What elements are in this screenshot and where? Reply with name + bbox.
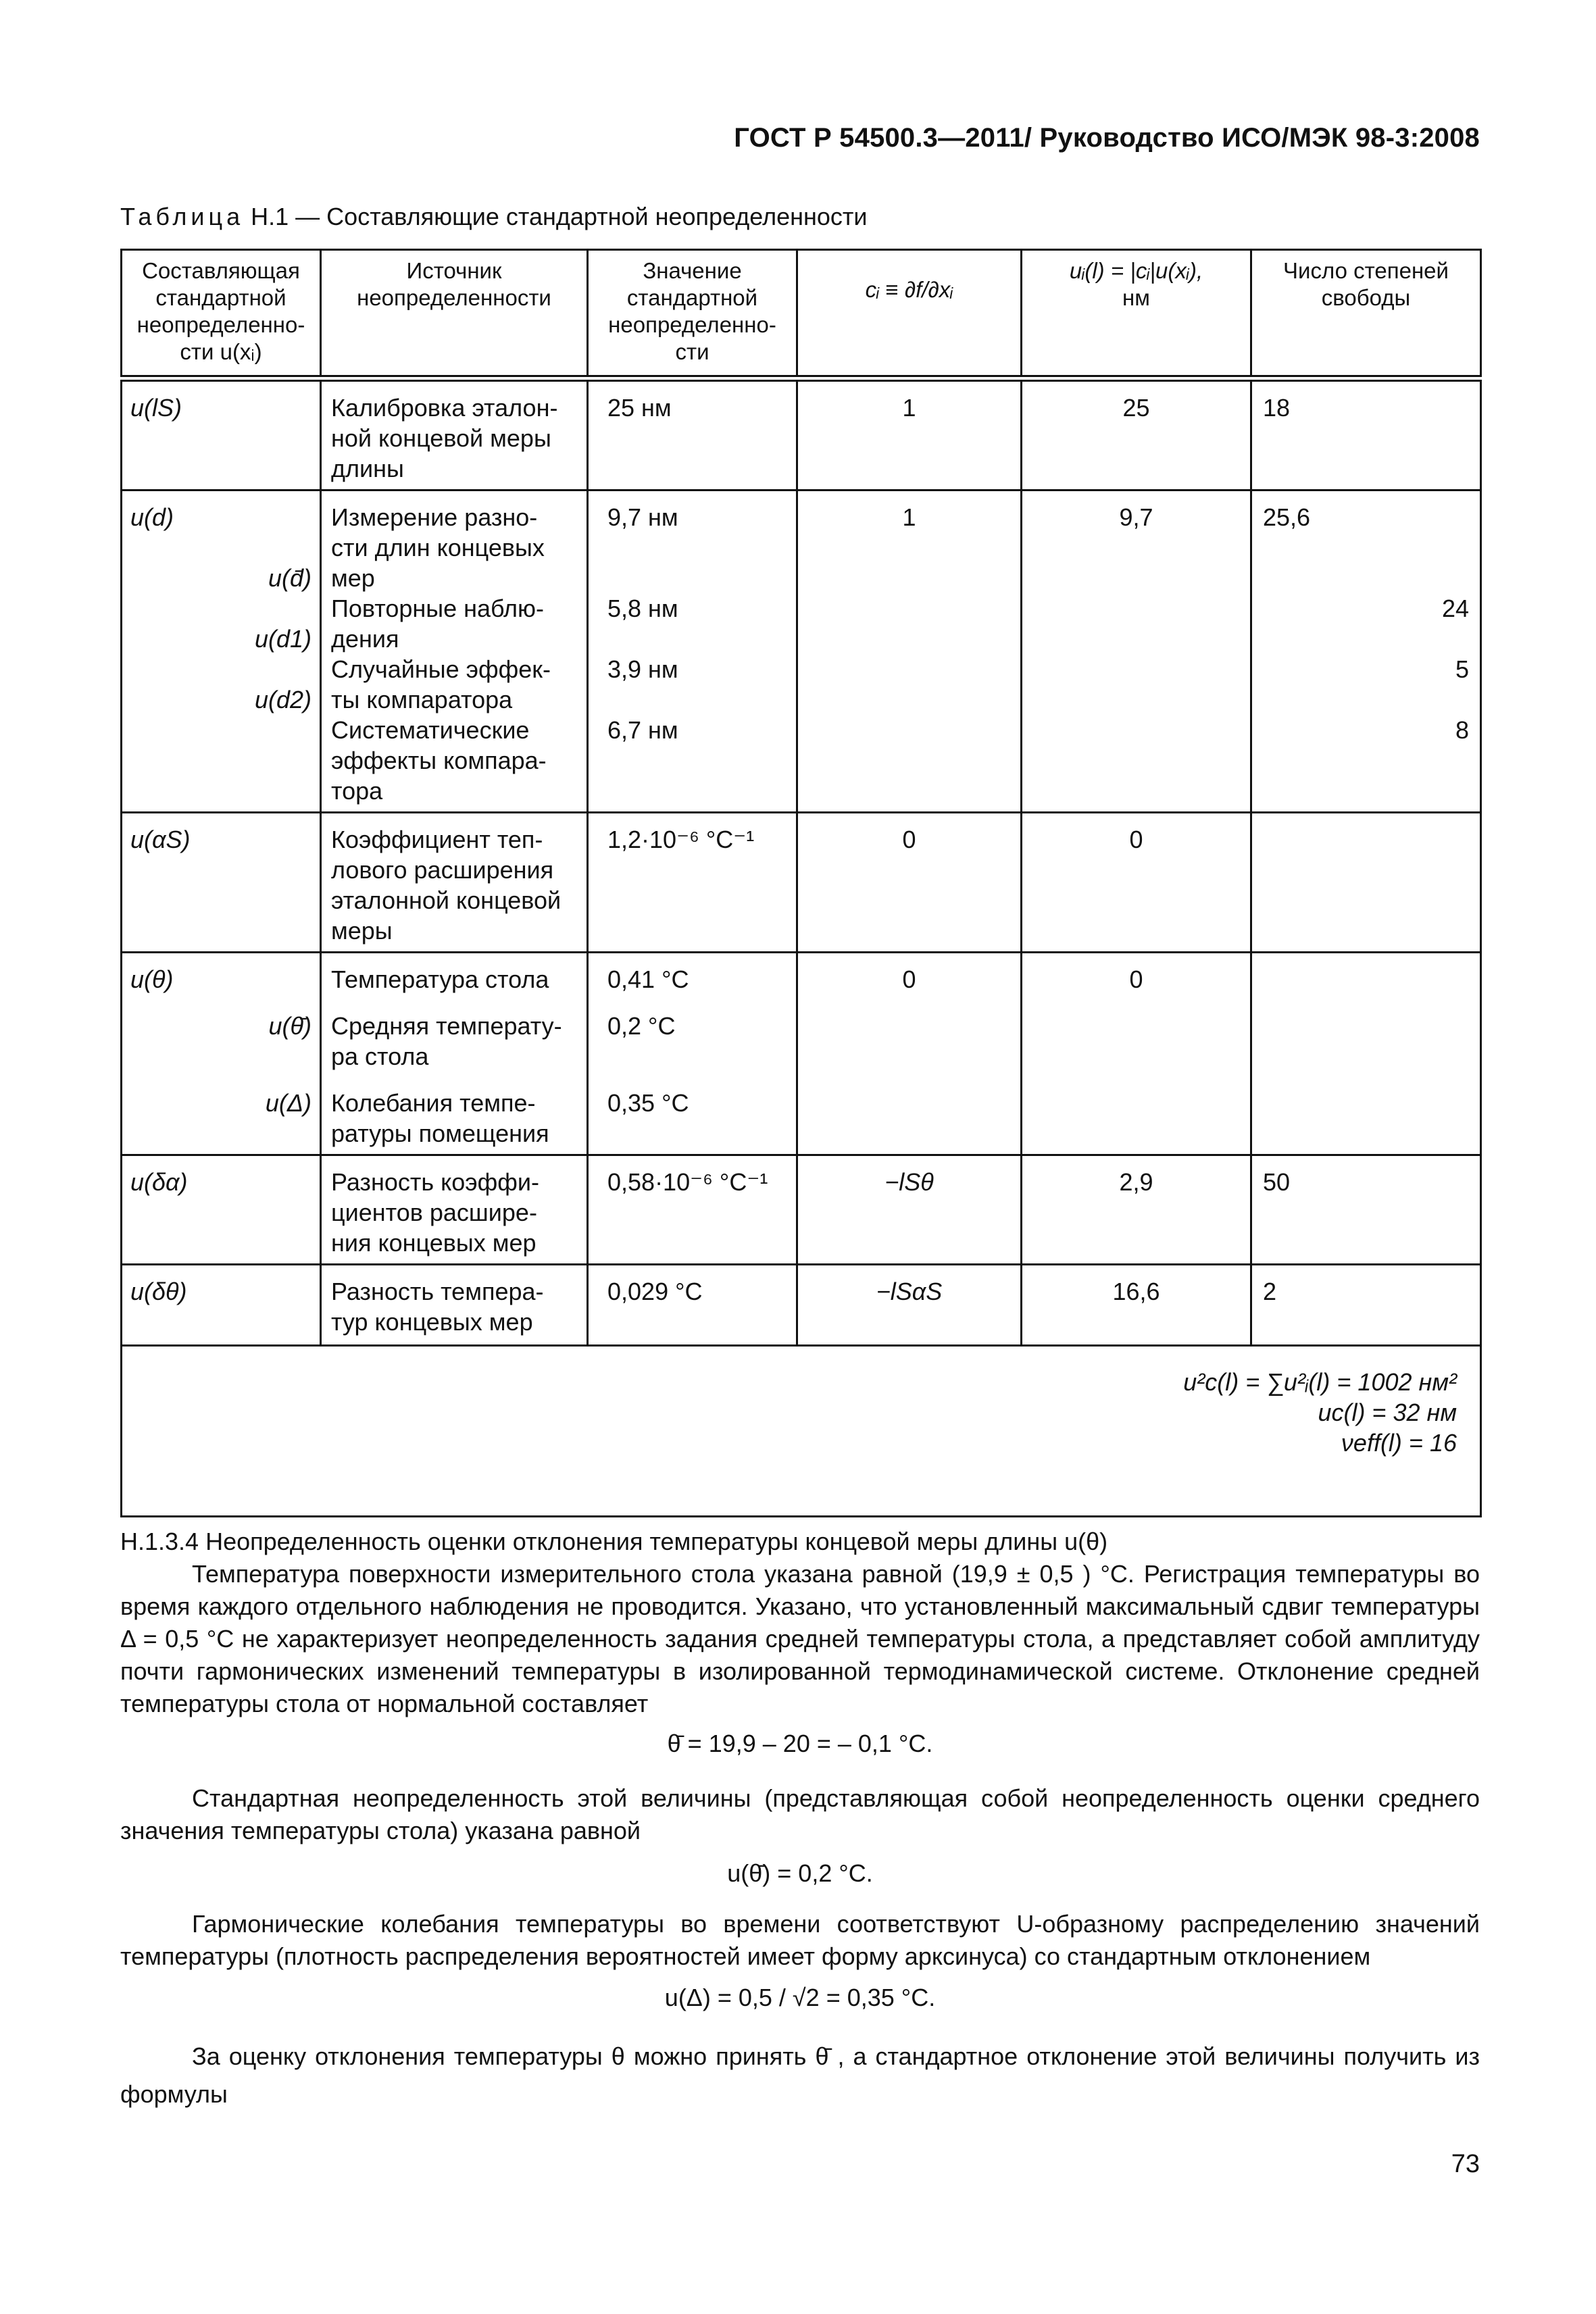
source-cell: Разность темпера- тур концевых мер [321, 1265, 588, 1346]
value-cell: 0,029 °C [588, 1265, 797, 1346]
sensitivity-cell: −lSθ [797, 1155, 1022, 1265]
source-cell: Разность коэффи- циентов расшире- ния концевых мер [321, 1155, 588, 1265]
contribution-cell: 25 [1022, 378, 1251, 491]
summary-cell [122, 1346, 1481, 1517]
table-row [122, 491, 1481, 813]
paragraph: Температура поверхности измерительного стола указана равной (19,9 ± 0,5 ) °C. Регистрация температуры во время каждого отдельного наблюдения не проводится. Указано, что установленный максимальный сдвиг температуры Δ = 0,5 °C не характеризует неопределенность задания средней температуры стола, а представляет собой амплитуду почти гармонических изменений температуры в изолированной термодинамической системе. Отклонение средней температуры стола от нормальной составляет [120, 1560, 1480, 1717]
table-row [122, 378, 1481, 491]
contribution-cell: 0 [1022, 813, 1251, 953]
value-cell: 0,58·10⁻⁶ °C⁻¹ [588, 1155, 797, 1265]
contribution-cell: 0 [1022, 953, 1251, 1155]
section-heading: Н.1.3.4 Неопределенность оценки отклонения температуры концевой меры длины u(θ) [120, 1528, 1108, 1555]
source-cell: Температура стола Средняя температу- ра стола Колебания темпе- ратуры помещения [321, 953, 588, 1155]
sensitivity-cell: −lSαS [797, 1265, 1022, 1346]
header-value: Значение стандартной неопределенно- сти [588, 250, 797, 379]
table-caption [120, 203, 868, 231]
value-cell: 1,2·10⁻⁶ °C⁻¹ [588, 813, 797, 953]
value-cell: 25 нм [588, 378, 797, 491]
dof-cell: 50 [1251, 1155, 1481, 1265]
contribution-cell: 9,7 [1022, 491, 1251, 813]
caption-label: Таблица [120, 203, 245, 230]
paragraph: Стандартная неопределенность этой величины (представляющая собой неопределенность оценки среднего значения температуры стола) указана равной [120, 1784, 1480, 1844]
dof-cell: 2 [1251, 1265, 1481, 1346]
source-cell: Коэффициент теп- лового расширения эталонной концевой меры [321, 813, 588, 953]
source-cell: Измерение разно- сти длин концевых мер Повторные наблю- дения Случайные эффек- ты компаратора Систематические эффекты компара- тора [321, 491, 588, 813]
summary-row [122, 1346, 1481, 1517]
paragraph: За оценку отклонения температуры θ можно принять θ̄ , а стандартное отклонение этой величины получить из формулы [120, 2042, 1480, 2108]
header-sensitivity: cᵢ ≡ ∂f/∂xᵢ [797, 250, 1022, 379]
value-cell: 9,7 нм 5,8 нм 3,9 нм 6,7 нм [588, 491, 797, 813]
table-header-row [122, 250, 1481, 379]
header-dof: Число степеней свободы [1251, 250, 1481, 379]
dof-cell [1251, 953, 1481, 1155]
formula: u(Δ) = 0,5 / √2 = 0,35 °C. [664, 1984, 936, 2011]
component-cell: u(d) u(d̄) u(d1) u(d2) [122, 491, 321, 813]
combined-uncertainty: uc(l) = 32 нм [1318, 1399, 1457, 1426]
page-number: 73 [1451, 2150, 1480, 2178]
document-header: ГОСТ Р 54500.3—2011/ Руководство ИСО/МЭК 98-3:2008 [734, 123, 1480, 153]
component-cell: u(αS) [122, 813, 321, 953]
table-row [122, 813, 1481, 953]
table-row [122, 1265, 1481, 1346]
sensitivity-cell: 1 [797, 491, 1022, 813]
value-cell: 0,41 °C 0,2 °C 0,35 °C [588, 953, 797, 1155]
contribution-cell: 16,6 [1022, 1265, 1251, 1346]
component-cell: u(δθ) [122, 1265, 321, 1346]
dof-cell [1251, 813, 1481, 953]
sensitivity-cell: 0 [797, 813, 1022, 953]
table-row [122, 953, 1481, 1155]
component-cell: u(δα) [122, 1155, 321, 1265]
component-cell: u(lS) [122, 378, 321, 491]
header-contribution: uᵢ(l) = |cᵢ|u(xᵢ), нм [1022, 250, 1251, 379]
sensitivity-cell: 0 [797, 953, 1022, 1155]
formula: θ̄ = 19,9 – 20 = – 0,1 °C. [667, 1730, 933, 1757]
dof-cell: 18 [1251, 378, 1481, 491]
paragraph: Гармонические колебания температуры во времени соответствуют U-образному распределению значений температуры (плотность распределения вероятностей имеет форму арксинуса) со стандартным отклонением [120, 1910, 1480, 1970]
source-cell: Калибровка эталон- ной концевой меры длины [321, 378, 588, 491]
combined-variance: u²c(l) = ∑u²ᵢ(l) = 1002 нм² [1183, 1368, 1457, 1396]
caption-text: Н.1 — Составляющие стандартной неопределенности [244, 203, 868, 230]
effective-dof: νeff(l) = 16 [1341, 1429, 1457, 1457]
uncertainty-table [120, 249, 1482, 1517]
table-row [122, 1155, 1481, 1265]
header-component: Составляющая стандартной неопределенно- сти u(xᵢ) [122, 250, 321, 379]
contribution-cell: 2,9 [1022, 1155, 1251, 1265]
component-cell: u(θ) u(θ̄) u(Δ) [122, 953, 321, 1155]
sensitivity-cell: 1 [797, 378, 1022, 491]
header-source: Источник неопределенности [321, 250, 588, 379]
formula: u(θ̄) = 0,2 °C. [727, 1859, 873, 1887]
dof-cell: 25,6 24 5 8 [1251, 491, 1481, 813]
